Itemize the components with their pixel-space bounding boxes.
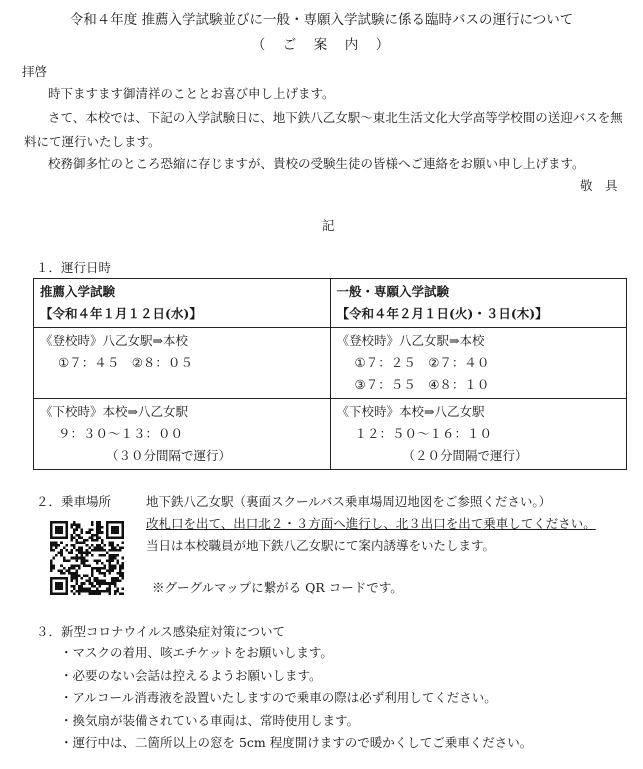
list-item: ・マスクの着用、咳エチケットをお願いします。 (60, 645, 333, 660)
section1-heading: １．運行日時 (36, 260, 112, 275)
fromschool-cell-general (330, 399, 627, 470)
fromschool-time: １２：５０～１６：１０ (354, 426, 493, 441)
list-item: ・アルコール消毒液を設置いたしますので乗車の際は必ず利用してください。 (60, 690, 497, 705)
list-item: ・必要のない会話は控えるようお願いします。 (60, 667, 322, 683)
list-item: ・運行中は、二箇所以上の窓を 5cm 程度開けますので暖かくしてご乗車ください。 (60, 735, 533, 750)
section2-heading: ２．乗車場所 (36, 494, 112, 509)
list-item: ・換気扇が装備されている車両は、常時使用します。 (60, 712, 360, 728)
toschool-times: ①７：２５ ②７：４０ (354, 355, 490, 370)
fromschool-label: 《下校時》本校⇒八乙女駅 (336, 404, 485, 419)
exam-date: 【令和４年２月１日(火)・３日(木)】 (336, 306, 548, 321)
toschool-label: 《登校時》八乙女駅⇒本校 (336, 333, 485, 348)
toschool-cell-general (330, 328, 627, 399)
fromschool-label: 《下校時》本校⇒八乙女駅 (40, 404, 188, 419)
toschool-times: ③７：５５ ④８：１０ (354, 377, 490, 392)
toschool-cell-recommendation (34, 328, 331, 399)
document-subtitle: （ ご 案 内 ） (251, 37, 392, 53)
toschool-label: 《登校時》八乙女駅⇒本校 (40, 333, 188, 348)
fromschool-time: ９：３０～１３：００ (58, 426, 184, 441)
guidance-note: 当日は本校職員が地下鉄八乙女駅にて案内誘導をいたします。 (146, 538, 496, 553)
qr-note: ※グーグルマップに繋がる QR コードです。 (152, 580, 403, 595)
exam-date: 【令和４年１月１２日(水)】 (40, 306, 202, 321)
boarding-directions: 改札口を出て、出口北２・３方面へ進行し、北３出口を出て乗車してください。 (146, 516, 596, 531)
exam-name: 一般・専願入学試験 (336, 284, 450, 299)
fromschool-cell-recommendation (34, 399, 331, 470)
ki-heading: 記 (322, 218, 335, 233)
fromschool-interval: （２０分間隔で運行） (402, 448, 528, 463)
paragraph-3: 校務御多忙のところ恐縮に存じますが、貴校の受験生徒の皆様へご連絡をお願い申し上げます。 (48, 156, 585, 171)
toschool-times: ①７：４５ ②８：０５ (58, 355, 193, 370)
paragraph-1: 時下ますます御清祥のこととお喜び申し上げます。 (48, 86, 335, 101)
qr-code[interactable] (50, 521, 124, 595)
section3-heading: ３．新型コロナウイルス感染症対策について (36, 624, 286, 639)
covid-measures-list (60, 642, 532, 755)
document-title: 令和４年度 推薦入学試験並びに一般・専願入学試験に係る臨時バスの運行について (69, 12, 574, 28)
closing: 敬 具 (580, 178, 618, 193)
fromschool-interval: （３０分間隔で運行） (106, 448, 232, 463)
exam-header-recommendation (34, 279, 331, 328)
exam-name: 推薦入学試験 (40, 284, 116, 299)
schedule-table (33, 278, 627, 470)
paragraph-2: さて、本校では、下記の入学試験日に、地下鉄八乙女駅～東北生活文化大学高等学校間の送迎バスを無料にて運行いたします。 (24, 110, 623, 149)
greeting: 拝啓 (22, 64, 48, 79)
exam-header-general (330, 279, 627, 328)
boarding-location: 地下鉄八乙女駅（裏面スクールバス乗車場周辺地図をご参照ください。） (146, 494, 552, 509)
